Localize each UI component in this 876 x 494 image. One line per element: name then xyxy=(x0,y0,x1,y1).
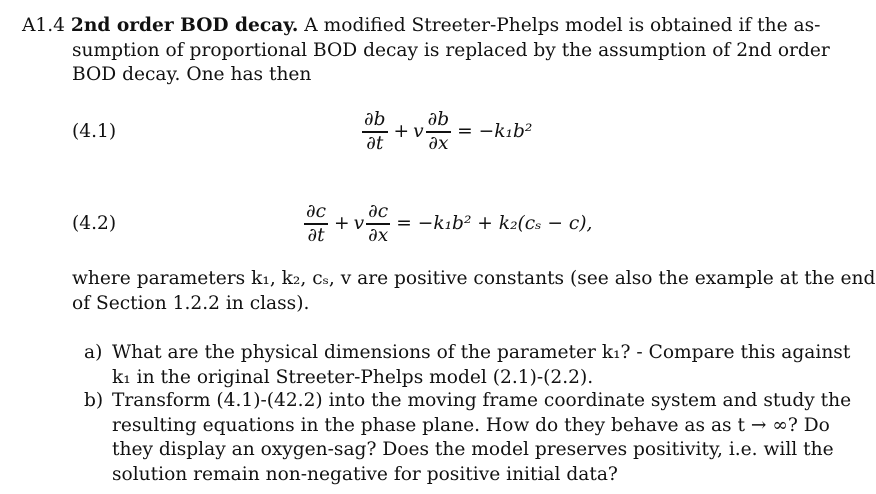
problem-intro-line2: sumption of proportional BOD decay is replaced by the assumption of 2nd order xyxy=(72,39,830,61)
equation-body xyxy=(302,196,596,252)
problem-first-line xyxy=(22,14,821,39)
fraction-db-dx: $\frac{\partial b}{\partial x}$ xyxy=(427,109,450,154)
where-line1: where parameters k₁, k₂, cₛ, v are positive constants (see also the example at the end xyxy=(72,268,876,289)
question-b-line3: they display an oxygen-sag? Does the model preserves positivity, i.e. will the xyxy=(112,439,834,460)
question-b xyxy=(84,389,852,489)
equation-body xyxy=(360,104,536,160)
problem-title: 2nd order BOD decay. xyxy=(70,15,299,36)
question-text xyxy=(112,389,852,487)
where-line2: of Section 1.2.2 in class). xyxy=(72,292,310,314)
question-b-line4: solution remain non-negative for positive initial data? xyxy=(112,463,618,485)
equation-label: (4.2) xyxy=(72,213,117,234)
equation-label: (4.1) xyxy=(72,121,117,142)
question-text xyxy=(112,341,851,390)
equation-4-2 xyxy=(0,196,876,256)
question-b-line1: Transform (4.1)-(42.2) into the moving frame coordinate system and study the xyxy=(112,390,852,411)
equation-4-1 xyxy=(0,104,876,164)
velocity-symbol: v xyxy=(413,120,424,142)
question-label: a) xyxy=(84,342,103,363)
plus-sign: + xyxy=(393,120,410,142)
equation-rhs: = −k₁b² xyxy=(457,120,533,142)
fraction-db-dt: $\frac{\partial b}{\partial t}$ xyxy=(364,109,386,154)
equation-rhs: = −k₁b² + k₂(cₛ − c), xyxy=(396,212,593,234)
velocity-symbol: v xyxy=(353,212,365,234)
where-paragraph xyxy=(72,267,876,316)
question-b-line2: resulting equations in the phase plane. How do they behave as as t → ∞? Do xyxy=(112,414,830,436)
fraction-dc-dx: $\frac{\partial c}{\partial x}$ xyxy=(368,201,389,246)
question-a-line1: What are the physical dimensions of the parameter k₁? - Compare this against xyxy=(112,342,851,363)
plus-sign: + xyxy=(334,212,350,234)
question-a-line2: k₁ in the original Streeter-Phelps model (2.1)-(2.2). xyxy=(112,366,594,388)
question-label: b) xyxy=(84,390,104,411)
problem-intro-line3: BOD decay. One has then xyxy=(72,64,312,85)
problem-paragraph xyxy=(22,14,830,88)
problem-intro-line1: A modified Streeter-Phelps model is obtained if the as- xyxy=(304,15,821,36)
problem-number: A1.4 xyxy=(22,15,65,36)
question-a xyxy=(84,341,851,391)
fraction-dc-dt: $\frac{\partial c}{\partial t}$ xyxy=(306,201,327,246)
